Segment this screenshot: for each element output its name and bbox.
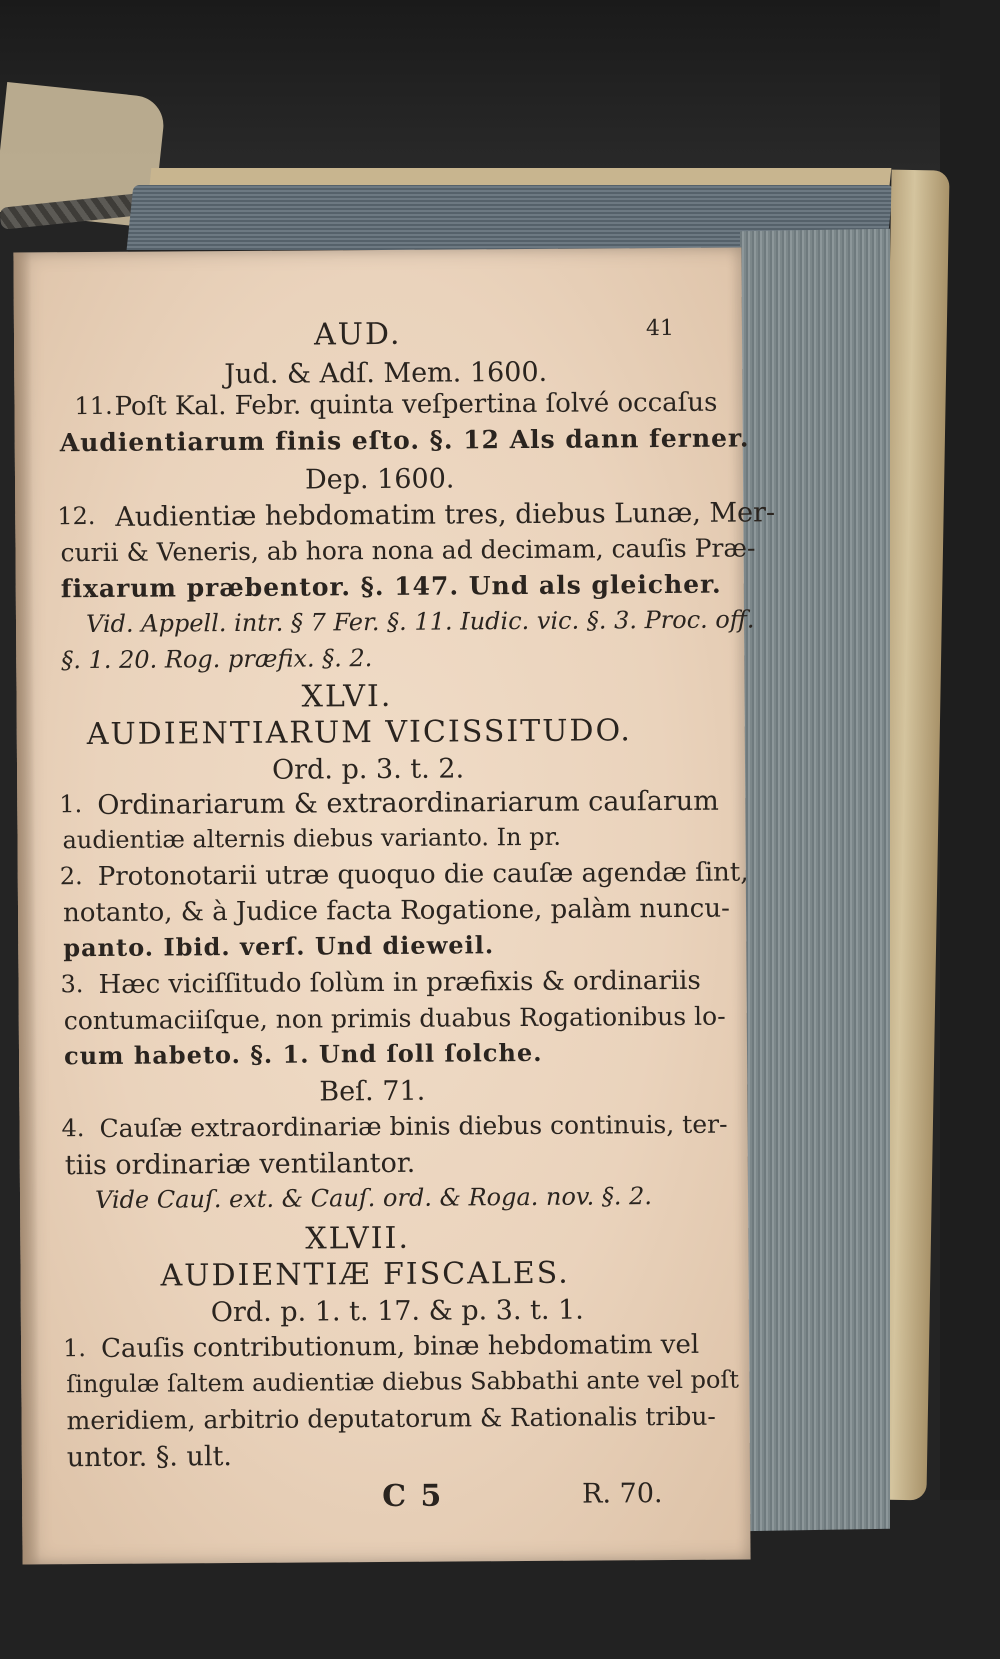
- section-number: XLVI.: [301, 678, 393, 715]
- text-line: tiis ordinariæ ventilantor.: [64, 1147, 416, 1182]
- text-line: Vid. Appell. intr. § 7 Fer. §. 11. Iudic. vic. §. 3. Proc. off.: [85, 605, 755, 639]
- text-line: Poſt Kal. Febr. quinta veſpertina ſolvé occaſus: [114, 387, 718, 422]
- text-line: panto. Ibid. verſ. Und dieweil.: [63, 930, 495, 963]
- text-line: notanto, & à Judice facta Rogatione, palàm nuncu-: [62, 893, 730, 929]
- text-line: fixarum præbentor. §. 147. Und als gleicher.: [60, 569, 722, 604]
- section-heading: AUDIENTIÆ FISCALES.: [160, 1255, 570, 1294]
- margin-number: 1.: [59, 790, 83, 819]
- page-gutter-shadow: [13, 252, 40, 1564]
- margin-number: 11.: [74, 391, 113, 421]
- section-heading: AUDIENTIARUM VICISSITUDO.: [86, 713, 633, 753]
- text-line: audientiæ alternis diebus varianto. In pr.: [62, 822, 562, 855]
- text-line: Cauſis contributionum, binæ hebdomatim vel: [100, 1329, 700, 1364]
- text-line: §. 1. 20. Rog. præfix. §. 2.: [61, 644, 373, 675]
- text-line: Protonotarii utræ quoquo die cauſæ agendæ ſint,: [97, 857, 749, 892]
- text-line: Beſ. 71.: [319, 1075, 426, 1108]
- text-line: ſingulæ ſaltem audientiæ diebus Sabbathi ante vel poſt: [66, 1365, 740, 1399]
- section-number: XLVII.: [305, 1220, 411, 1257]
- text-line: Hæc viciſſitudo ſolùm in præfixis & ordinariis: [98, 965, 701, 1000]
- margin-number: 1.: [62, 1334, 87, 1363]
- text-line: Audientiarum finis eſto. §. 12 Als dann ferner.: [59, 423, 750, 458]
- text-line: Ord. p. 1. t. 17. & p. 3. t. 1.: [210, 1294, 584, 1329]
- book-page: [13, 247, 776, 1564]
- text-line: Audientiæ hebdomatim tres, diebus Lunæ, Mer-: [115, 497, 776, 533]
- running-title: AUD.: [313, 316, 402, 353]
- signature-mark: C 5: [382, 1478, 444, 1515]
- text-line: untor. §. ult.: [66, 1441, 233, 1474]
- margin-number: 12.: [57, 501, 96, 531]
- text-line: meridiem, arbitrio deputatorum & Rationalis tribu-: [66, 1401, 716, 1436]
- text-line: Dep. 1600.: [304, 463, 455, 496]
- margin-number: 3.: [60, 970, 84, 999]
- page-block-fore-edge: [740, 229, 890, 1532]
- folio-number: 41: [645, 315, 675, 342]
- background-right: [940, 0, 1000, 1659]
- text-line: cum habeto. §. 1. Und ſoll ſolche.: [63, 1037, 543, 1071]
- text-line: Cauſæ extraordinariæ binis diebus continuis, ter-: [99, 1109, 728, 1143]
- catchword: R. 70.: [582, 1478, 663, 1510]
- margin-number: 2.: [59, 862, 83, 891]
- text-line: Ordinariarum & extraordinariarum cauſarum: [97, 785, 719, 821]
- text-line: curii & Veneris, ab hora nona ad decimam, cauſis Præ-: [60, 533, 756, 568]
- text-line: Ord. p. 3. t. 2.: [271, 753, 465, 786]
- margin-number: 4.: [61, 1114, 85, 1143]
- text-line: Jud. & Adſ. Mem. 1600.: [224, 356, 548, 391]
- text-line: contumaciiſque, non primis duabus Rogationibus lo-: [63, 1001, 726, 1036]
- text-line: Vide Cauſ. ext. & Cauſ. ord. & Roga. nov. §. 2.: [94, 1182, 653, 1215]
